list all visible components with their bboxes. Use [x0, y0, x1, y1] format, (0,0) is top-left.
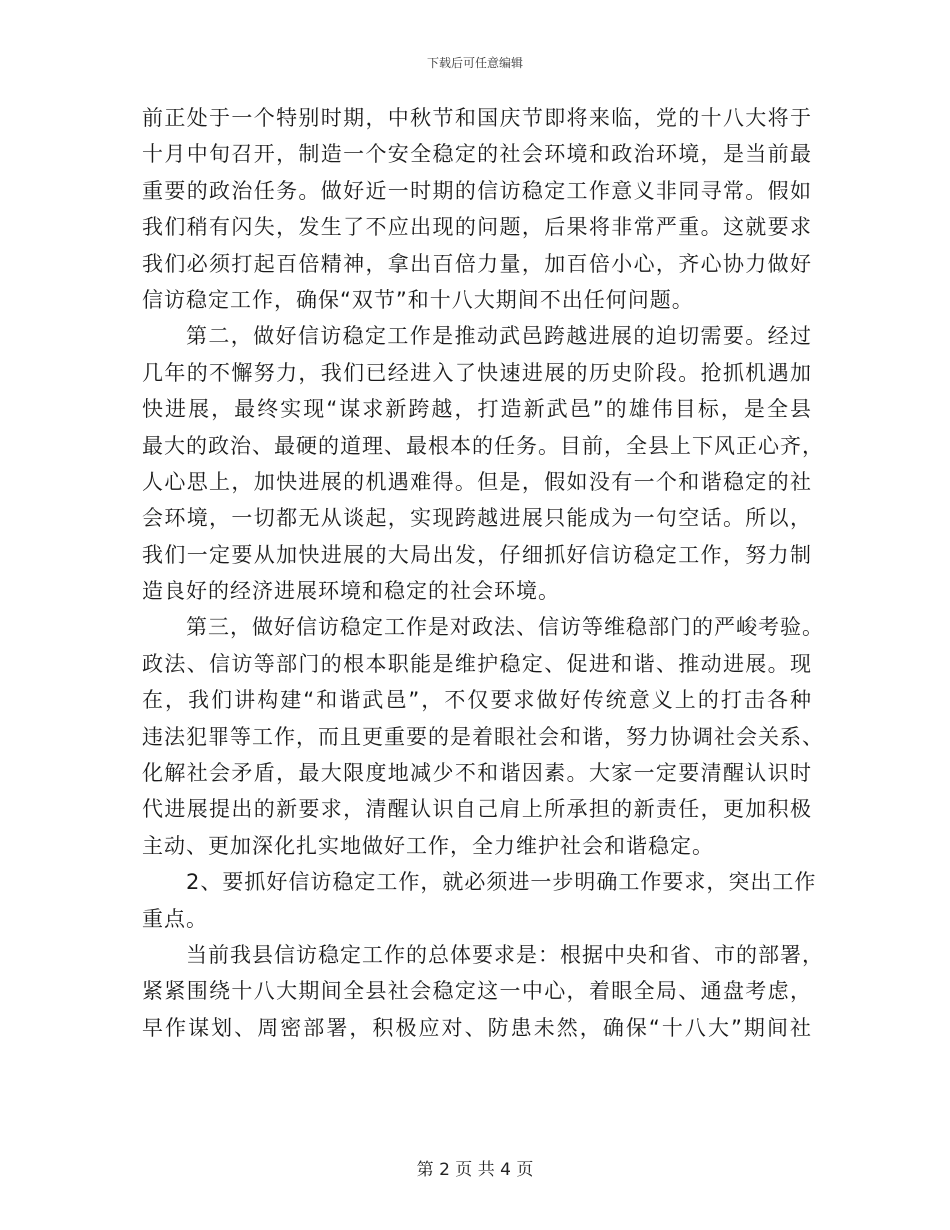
text-line: 2、要抓好信访稳定工作，就必须进一步明确工作要求，突出工作: [186, 870, 817, 895]
text-line: 政法、信访等部门的根本职能是维护稳定、促进和谐、推动进展。现: [142, 651, 812, 676]
text-line: 代进展提出的新要求，清醒认识自己肩上所承担的新责任，更加积极: [142, 797, 812, 822]
text-line: 违法犯罪等工作，而且更重要的是着眼社会和谐，努力协调社会关系、: [142, 724, 824, 749]
document-body: [142, 100, 824, 1046]
text-line: 信访稳定工作，确保“双节”和十八大期间不出任何问题。: [142, 287, 694, 312]
text-line: 快进展，最终实现“谋求新跨越，打造新武邑”的雄伟目标，是全县: [142, 397, 812, 422]
text-line: 十月中旬召开，制造一个安全稳定的社会环境和政治环境，是当前最: [142, 142, 812, 167]
text-line: 人心思上，加快进展的机遇难得。但是，假如没有一个和谐稳定的社: [142, 469, 812, 494]
text-line: 紧紧围绕十八大期间全县社会稳定这一中心，着眼全局、通盘考虑，: [142, 979, 812, 1004]
text-line: 第二，做好信访稳定工作是推动武邑跨越进展的迫切需要。经过: [186, 324, 812, 349]
text-line: 化解社会矛盾，最大限度地减少不和谐因素。大家一定要清醒认识时: [142, 761, 812, 786]
text-line: 前正处于一个特别时期，中秋节和国庆节即将来临，党的十八大将于: [142, 106, 812, 130]
text-line: 几年的不懈努力，我们已经进入了快速进展的历史阶段。抢抓机遇加: [142, 360, 812, 385]
text-line: 造良好的经济进展环境和稳定的社会环境。: [142, 579, 560, 604]
page-number: 第 2 页 共 4 页: [416, 1160, 534, 1180]
text-line: 早作谋划、周密部署，积极应对、防患未然，确保“十八大”期间社: [142, 1015, 812, 1040]
text-line: 重要的政治任务。做好近一时期的信访稳定工作意义非同寻常。假如: [142, 178, 812, 203]
text-line: 最大的政治、最硬的道理、最根本的任务。目前，全县上下风正心齐，: [142, 433, 824, 458]
text-line: 主动、更加深化扎实地做好工作，全力维护社会和谐稳定。: [142, 833, 714, 858]
page-header: 下载后可任意编辑: [426, 56, 523, 70]
text-line: 会环境，一切都无从谈起，实现跨越进展只能成为一句空话。所以，: [142, 506, 812, 531]
text-line: 当前我县信访稳定工作的总体要求是：根据中央和省、市的部署，: [186, 942, 824, 967]
text-line: 重点。: [142, 906, 208, 931]
text-line: 我们一定要从加快进展的大局出发，仔细抓好信访稳定工作，努力制: [142, 542, 812, 567]
text-line: 我们稍有闪失，发生了不应出现的问题，后果将非常严重。这就要求: [142, 215, 812, 240]
text-line: 第三，做好信访稳定工作是对政法、信访等维稳部门的严峻考验。: [186, 615, 824, 640]
text-line: 我们必须打起百倍精神，拿出百倍力量，加百倍小心，齐心协力做好: [142, 251, 812, 276]
text-line: 在，我们讲构建“和谐武邑”，不仅要求做好传统意义上的打击各种: [142, 688, 812, 713]
